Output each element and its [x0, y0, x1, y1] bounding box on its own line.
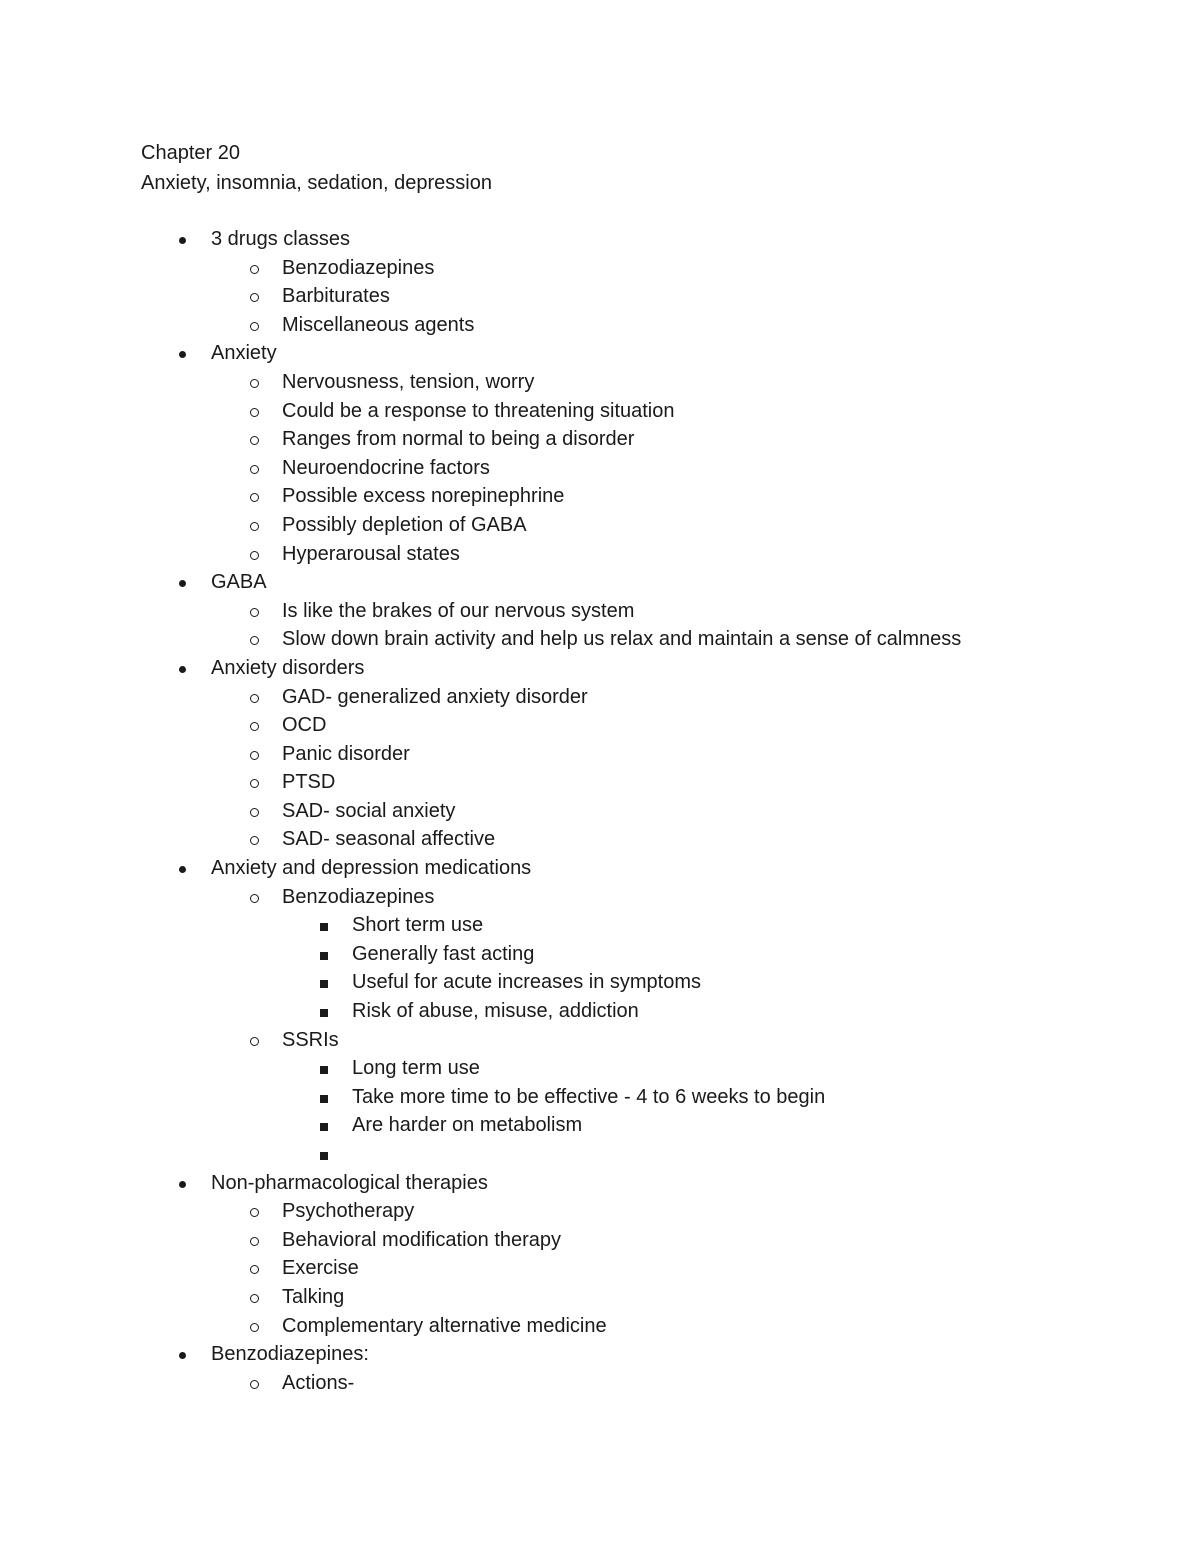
outline-item-text: Possibly depletion of GABA — [282, 513, 527, 536]
hollow-circle-bullet-icon — [250, 436, 259, 445]
hollow-circle-bullet-icon — [250, 779, 259, 788]
outline-item-level-3 — [0, 1083, 1200, 1112]
outline-item-text: SAD- social anxiety — [282, 799, 456, 822]
outline-item-level-2 — [0, 482, 1200, 511]
outline-item-text: Benzodiazepines: — [211, 1343, 369, 1366]
filled-square-bullet-icon — [320, 952, 328, 960]
outline-item-level-1 — [0, 1340, 1200, 1369]
outline-item-text: Non-pharmacological therapies — [211, 1171, 488, 1194]
outline-item-level-1 — [0, 854, 1200, 883]
outline-item-text: PTSD — [282, 771, 336, 794]
outline-item-level-2 — [0, 511, 1200, 540]
outline-item-text: GAD- generalized anxiety disorder — [282, 685, 588, 708]
outline-item-level-2 — [0, 683, 1200, 712]
outline-item-text: Anxiety — [211, 342, 277, 365]
filled-square-bullet-icon — [320, 1066, 328, 1074]
hollow-circle-bullet-icon — [250, 551, 259, 560]
filled-square-bullet-icon — [320, 980, 328, 988]
outline-item-level-2 — [0, 825, 1200, 854]
filled-dot-bullet-icon — [179, 580, 186, 587]
outline-item-text: Neuroendocrine factors — [282, 456, 490, 479]
hollow-circle-bullet-icon — [250, 751, 259, 760]
outline-item-text: Take more time to be effective - 4 to 6 weeks to begin — [352, 1085, 826, 1108]
hollow-circle-bullet-icon — [250, 1037, 259, 1046]
hollow-circle-bullet-icon — [250, 608, 259, 617]
outline-item-level-2 — [0, 1197, 1200, 1226]
hollow-circle-bullet-icon — [250, 465, 259, 474]
filled-square-bullet-icon — [320, 1009, 328, 1017]
hollow-circle-bullet-icon — [250, 322, 259, 331]
filled-dot-bullet-icon — [179, 1352, 186, 1359]
outline-item-level-2 — [0, 1026, 1200, 1055]
hollow-circle-bullet-icon — [250, 1237, 259, 1246]
outline-item-text: Are harder on metabolism — [352, 1114, 583, 1137]
outline-item-text: Complementary alternative medicine — [282, 1314, 607, 1337]
outline-item-text: Exercise — [282, 1257, 359, 1280]
outline-item-text: Possible excess norepinephrine — [282, 485, 565, 508]
filled-dot-bullet-icon — [179, 666, 186, 673]
outline-item-text: Psychotherapy — [282, 1200, 415, 1223]
filled-square-bullet-icon — [320, 923, 328, 931]
outline-item-text: Benzodiazepines — [282, 885, 435, 908]
outline-item-text: Is like the brakes of our nervous system — [282, 599, 635, 622]
outline-item-level-2 — [0, 1226, 1200, 1255]
outline-item-level-1 — [0, 568, 1200, 597]
bullet-outline — [0, 225, 1200, 1397]
outline-item-text: Miscellaneous agents — [282, 313, 475, 336]
outline-item-level-3 — [0, 911, 1200, 940]
outline-item-text: Panic disorder — [282, 742, 410, 765]
outline-item-text: Anxiety disorders — [211, 656, 365, 679]
outline-item-level-2 — [0, 397, 1200, 426]
outline-item-text: Behavioral modification therapy — [282, 1228, 562, 1251]
outline-item-level-2 — [0, 368, 1200, 397]
hollow-circle-bullet-icon — [250, 408, 259, 417]
outline-item-level-3 — [0, 1140, 1200, 1169]
outline-item-text: Generally fast acting — [352, 942, 535, 965]
hollow-circle-bullet-icon — [250, 493, 259, 502]
filled-dot-bullet-icon — [179, 866, 186, 873]
outline-item-text: GABA — [211, 571, 267, 594]
outline-item-level-2 — [0, 1369, 1200, 1398]
hollow-circle-bullet-icon — [250, 808, 259, 817]
outline-item-level-3 — [0, 940, 1200, 969]
hollow-circle-bullet-icon — [250, 265, 259, 274]
outline-item-level-2 — [0, 282, 1200, 311]
outline-item-text: OCD — [282, 714, 327, 737]
outline-item-level-2 — [0, 597, 1200, 626]
outline-item-text: Talking — [282, 1285, 345, 1308]
document-subtitle: Anxiety, insomnia, sedation, depression — [141, 172, 492, 194]
outline-item-level-3 — [0, 1111, 1200, 1140]
hollow-circle-bullet-icon — [250, 894, 259, 903]
outline-item-text: SAD- seasonal affective — [282, 828, 496, 851]
hollow-circle-bullet-icon — [250, 379, 259, 388]
filled-dot-bullet-icon — [179, 351, 186, 358]
outline-item-level-3 — [0, 968, 1200, 997]
filled-square-bullet-icon — [320, 1123, 328, 1131]
outline-item-level-2 — [0, 254, 1200, 283]
outline-item-level-2 — [0, 1312, 1200, 1341]
outline-item-text: Long term use — [352, 1057, 480, 1080]
outline-item-text: Actions- — [282, 1371, 355, 1394]
outline-item-text: Short term use — [352, 914, 484, 937]
outline-item-level-3 — [0, 997, 1200, 1026]
outline-item-level-2 — [0, 1283, 1200, 1312]
outline-item-text: SSRIs — [282, 1028, 339, 1051]
outline-item-text: Hyperarousal states — [282, 542, 460, 565]
outline-item-text: Slow down brain activity and help us relax and maintain a sense of calmness — [282, 628, 962, 651]
outline-item-level-2 — [0, 797, 1200, 826]
outline-item-level-1 — [0, 225, 1200, 254]
outline-item-level-2 — [0, 311, 1200, 340]
outline-item-level-1 — [0, 1169, 1200, 1198]
outline-item-level-1 — [0, 339, 1200, 368]
outline-item-text: Anxiety and depression medications — [211, 857, 532, 880]
hollow-circle-bullet-icon — [250, 293, 259, 302]
outline-item-text: Nervousness, tension, worry — [282, 370, 535, 393]
outline-item-level-2 — [0, 768, 1200, 797]
hollow-circle-bullet-icon — [250, 694, 259, 703]
outline-item-text: Could be a response to threatening situation — [282, 399, 675, 422]
outline-item-text: Useful for acute increases in symptoms — [352, 971, 702, 994]
hollow-circle-bullet-icon — [250, 1323, 259, 1332]
hollow-circle-bullet-icon — [250, 636, 259, 645]
filled-square-bullet-icon — [320, 1152, 328, 1160]
outline-item-level-2 — [0, 711, 1200, 740]
outline-item-level-2 — [0, 454, 1200, 483]
hollow-circle-bullet-icon — [250, 522, 259, 531]
outline-item-text: 3 drugs classes — [211, 228, 350, 250]
filled-dot-bullet-icon — [179, 237, 186, 244]
outline-item-level-3 — [0, 1054, 1200, 1083]
hollow-circle-bullet-icon — [250, 722, 259, 731]
outline-item-text: Risk of abuse, misuse, addiction — [352, 1000, 639, 1023]
outline-item-text: Barbiturates — [282, 285, 390, 308]
outline-item-level-2 — [0, 425, 1200, 454]
outline-item-text: Benzodiazepines — [282, 256, 435, 279]
filled-square-bullet-icon — [320, 1095, 328, 1103]
outline-item-level-2 — [0, 1254, 1200, 1283]
hollow-circle-bullet-icon — [250, 1265, 259, 1274]
document-title: Chapter 20 — [141, 142, 240, 164]
outline-item-level-2 — [0, 540, 1200, 569]
hollow-circle-bullet-icon — [250, 1208, 259, 1217]
outline-item-level-2 — [0, 740, 1200, 769]
outline-item-level-1 — [0, 654, 1200, 683]
hollow-circle-bullet-icon — [250, 1380, 259, 1389]
filled-dot-bullet-icon — [179, 1181, 186, 1188]
outline-item-level-2 — [0, 883, 1200, 912]
outline-item-text: Ranges from normal to being a disorder — [282, 428, 635, 451]
outline-item-level-2 — [0, 625, 1200, 654]
hollow-circle-bullet-icon — [250, 1294, 259, 1303]
hollow-circle-bullet-icon — [250, 836, 259, 845]
